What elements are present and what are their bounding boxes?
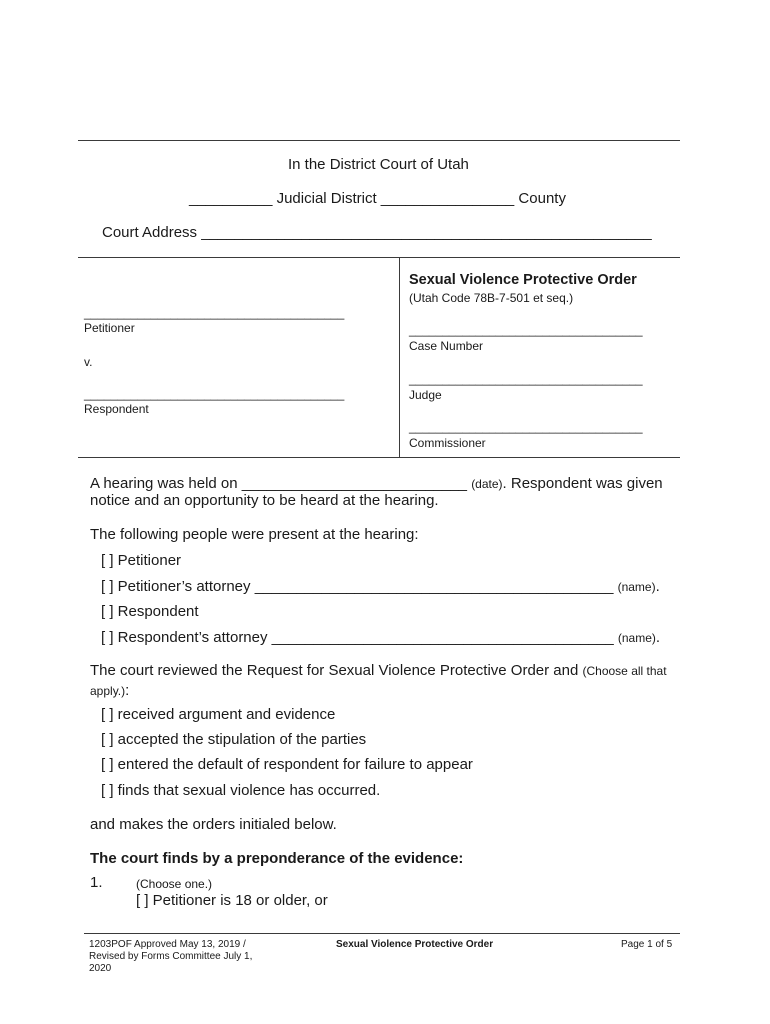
petitioner-label: Petitioner <box>84 321 135 335</box>
footer-left-2: Revised by Forms Committee July 1, <box>89 951 253 962</box>
judge-blank: ___________________________________ <box>409 372 643 386</box>
footer-left-3: 2020 <box>89 963 112 974</box>
footer-left-1: 1203POF Approved May 13, 2019 / <box>89 939 246 950</box>
case-number-label: Case Number <box>409 339 484 353</box>
code-reference: (Utah Code 78B-7-501 et seq.) <box>409 291 574 305</box>
review-line-2 <box>90 682 129 700</box>
choose-one-note: (Choose one.) <box>136 877 213 891</box>
review-closing: and makes the orders initialed below. <box>90 816 337 833</box>
present-petitioner: [ ] Petitioner <box>101 552 182 569</box>
court-name: In the District Court of Utah <box>288 156 469 173</box>
present-respondent: [ ] Respondent <box>101 603 199 620</box>
page-number: Page 1 of 5 <box>621 939 673 950</box>
review-text: The court reviewed the Request for Sexual Violence Protective Order and <box>90 662 583 679</box>
commissioner-label: Commissioner <box>409 436 486 450</box>
commissioner-blank: ___________________________________ <box>409 420 643 434</box>
hearing-text-a: A hearing was held on ___________________________ <box>90 475 472 492</box>
findings-item-number: 1. <box>90 874 103 891</box>
respondent-label: Respondent <box>84 402 149 416</box>
court-address-line: Court Address ______________________________________________________ <box>102 224 652 241</box>
present-intro: The following people were present at the hearing: <box>90 526 419 543</box>
footer-title: Sexual Violence Protective Order <box>336 939 494 950</box>
versus-label: v. <box>84 355 93 369</box>
findings-option: [ ] Petitioner is 18 or older, or <box>136 892 328 909</box>
respondent-attorney-text: [ ] Respondent’s attorney _________________________________________ <box>101 629 618 646</box>
caption-bottom-rule <box>78 457 680 458</box>
top-rule <box>78 140 680 141</box>
name-note: (name) <box>617 580 656 594</box>
review-option-1: [ ] received argument and evidence <box>101 706 336 723</box>
date-note: (date) <box>471 477 503 491</box>
judge-label: Judge <box>409 388 442 402</box>
order-title: Sexual Violence Protective Order <box>409 272 637 288</box>
period: . <box>655 629 661 646</box>
caption-divider <box>399 257 400 457</box>
review-line-1 <box>90 662 667 679</box>
hearing-line-2: notice and an opportunity to be heard at the hearing. <box>90 492 439 509</box>
footer-rule <box>84 933 680 934</box>
petitioner-blank: _______________________________________ <box>84 306 345 320</box>
hearing-line-1 <box>90 475 663 492</box>
choose-all-note: (Choose all that <box>582 664 667 678</box>
present-petitioner-attorney <box>101 578 660 595</box>
judicial-district-line: __________ Judicial District ________________ County <box>189 190 566 207</box>
present-respondent-attorney <box>101 629 660 646</box>
case-number-blank: ___________________________________ <box>409 323 643 337</box>
hearing-text-b: . Respondent was given <box>502 475 663 492</box>
colon: : <box>125 682 130 699</box>
review-option-2: [ ] accepted the stipulation of the parties <box>101 731 367 748</box>
apply-note: apply.) <box>90 684 126 698</box>
petitioner-attorney-text: [ ] Petitioner’s attorney ___________________________________________ <box>101 578 618 595</box>
findings-heading: The court finds by a preponderance of the evidence: <box>90 850 464 867</box>
name-note: (name) <box>617 631 656 645</box>
review-option-4: [ ] finds that sexual violence has occurred. <box>101 782 381 799</box>
period: . <box>655 578 660 595</box>
respondent-blank: _______________________________________ <box>84 387 345 401</box>
review-option-3: [ ] entered the default of respondent for failure to appear <box>101 756 473 773</box>
caption-top-rule <box>78 257 680 258</box>
